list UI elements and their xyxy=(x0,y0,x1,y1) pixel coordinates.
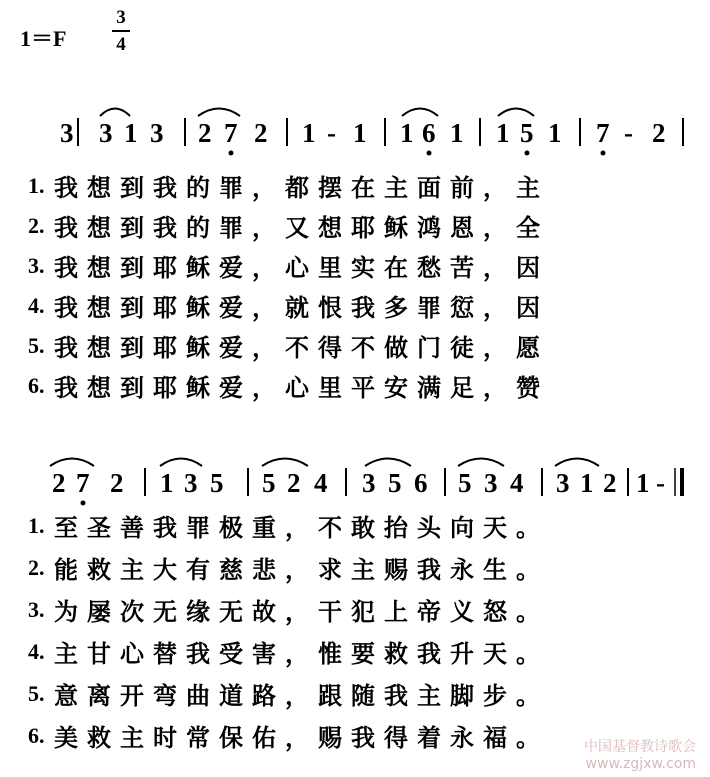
verse-lyrics: 我想到耶稣爱，不得不做门徒，愿 xyxy=(54,333,549,362)
note: 2 xyxy=(287,468,301,498)
verse-number: 2. xyxy=(28,554,45,580)
verse-row xyxy=(28,288,688,323)
note: 2 xyxy=(254,118,268,148)
verse-row xyxy=(28,550,688,585)
verse-row xyxy=(28,328,688,363)
low-octave-dot xyxy=(525,151,530,156)
note: 1 xyxy=(548,118,562,148)
slur xyxy=(262,459,308,467)
note: 6 xyxy=(414,468,428,498)
note: 1 xyxy=(580,468,594,498)
note: 3 xyxy=(99,118,113,148)
note: 2 xyxy=(52,468,66,498)
verse-row xyxy=(28,208,688,243)
verse-lyrics: 意离开弯曲道路，跟随我主脚步。 xyxy=(54,681,549,710)
note: 2 xyxy=(198,118,212,148)
watermark xyxy=(584,739,696,773)
time-signature-bottom: 4 xyxy=(112,30,130,54)
note: 5 xyxy=(262,468,276,498)
verse-number: 3. xyxy=(28,252,45,278)
time-signature-top: 3 xyxy=(116,7,126,28)
verse-lyrics: 能救主大有慈悲，求主赐我永生。 xyxy=(54,555,549,584)
note: 3 xyxy=(484,468,498,498)
verse-lyrics: 我想到耶稣爱，就恨我多罪愆，因 xyxy=(54,293,549,322)
slur xyxy=(50,459,94,467)
verse-row xyxy=(28,508,688,543)
note: 2 xyxy=(603,468,617,498)
note: 5 xyxy=(388,468,402,498)
verse-number: 4. xyxy=(28,292,45,318)
verse-lyrics: 至圣善我罪极重，不敢抬头向天。 xyxy=(54,513,549,542)
low-octave-dot xyxy=(229,151,234,156)
note: 3 xyxy=(60,118,74,148)
low-octave-dot xyxy=(427,151,432,156)
note: 1 xyxy=(450,118,464,148)
slur xyxy=(402,109,438,117)
verse-number: 6. xyxy=(28,372,45,398)
note: 1 xyxy=(160,468,174,498)
note: 1 xyxy=(636,468,650,498)
note: 2 xyxy=(110,468,124,498)
note: - xyxy=(624,118,633,148)
verse-number: 3. xyxy=(28,596,45,622)
verse-lyrics: 为屡次无缘无故，干犯上帝义怒。 xyxy=(54,597,549,626)
verse-number: 5. xyxy=(28,680,45,706)
slur xyxy=(198,109,240,117)
verse-number: 5. xyxy=(28,332,45,358)
slur xyxy=(365,459,411,467)
key-signature: 1＝F xyxy=(20,26,67,51)
note: 3 xyxy=(184,468,198,498)
note: 3 xyxy=(362,468,376,498)
verse-lyrics: 我想到我的罪，又想耶稣鸿恩，全 xyxy=(54,213,549,242)
slur xyxy=(498,109,534,117)
verse-lyrics: 我想到耶稣爱，心里平安满足，赞 xyxy=(54,373,549,402)
note: 3 xyxy=(150,118,164,148)
note: 7 xyxy=(76,468,90,498)
verse-number: 4. xyxy=(28,638,45,664)
note: 7 xyxy=(596,118,610,148)
time-signature xyxy=(112,8,130,54)
slur xyxy=(160,459,202,467)
verse-lyrics: 我想到我的罪，都摆在主面前，主 xyxy=(54,173,549,202)
verse-lyrics: 我想到耶稣爱，心里实在愁苦，因 xyxy=(54,253,549,282)
verse-row xyxy=(28,676,688,711)
note: 7 xyxy=(224,118,238,148)
watermark-title: 中国基督教诗歌会 xyxy=(584,739,696,756)
verse-row xyxy=(28,248,688,283)
verse-row xyxy=(28,634,688,669)
verse-number: 6. xyxy=(28,722,45,748)
note: - xyxy=(327,118,336,148)
low-octave-dot xyxy=(601,151,606,156)
note: 4 xyxy=(314,468,328,498)
note: 2 xyxy=(652,118,666,148)
verse-row xyxy=(28,168,688,203)
verse-lyrics: 主甘心替我受害，惟要救我升天。 xyxy=(54,639,549,668)
note: 1 xyxy=(124,118,138,148)
verse-lyrics: 美救主时常保佑，赐我得着永福。 xyxy=(54,723,549,752)
note: 5 xyxy=(458,468,472,498)
note: 4 xyxy=(510,468,524,498)
slur xyxy=(555,459,599,467)
verse-row xyxy=(28,368,688,403)
verse-number: 2. xyxy=(28,212,45,238)
note: 1 xyxy=(353,118,367,148)
note: - xyxy=(656,468,665,498)
note: 5 xyxy=(520,118,534,148)
note: 1 xyxy=(302,118,316,148)
note: 6 xyxy=(422,118,436,148)
verse-row xyxy=(28,592,688,627)
verse-number: 1. xyxy=(28,172,45,198)
note: 1 xyxy=(400,118,414,148)
low-octave-dot xyxy=(81,501,86,506)
slur xyxy=(458,459,504,467)
watermark-url: www.zgjxw.com xyxy=(585,756,696,773)
verse-number: 1. xyxy=(28,512,45,538)
note: 1 xyxy=(496,118,510,148)
slur xyxy=(100,109,130,117)
note: 3 xyxy=(556,468,570,498)
note: 5 xyxy=(210,468,224,498)
